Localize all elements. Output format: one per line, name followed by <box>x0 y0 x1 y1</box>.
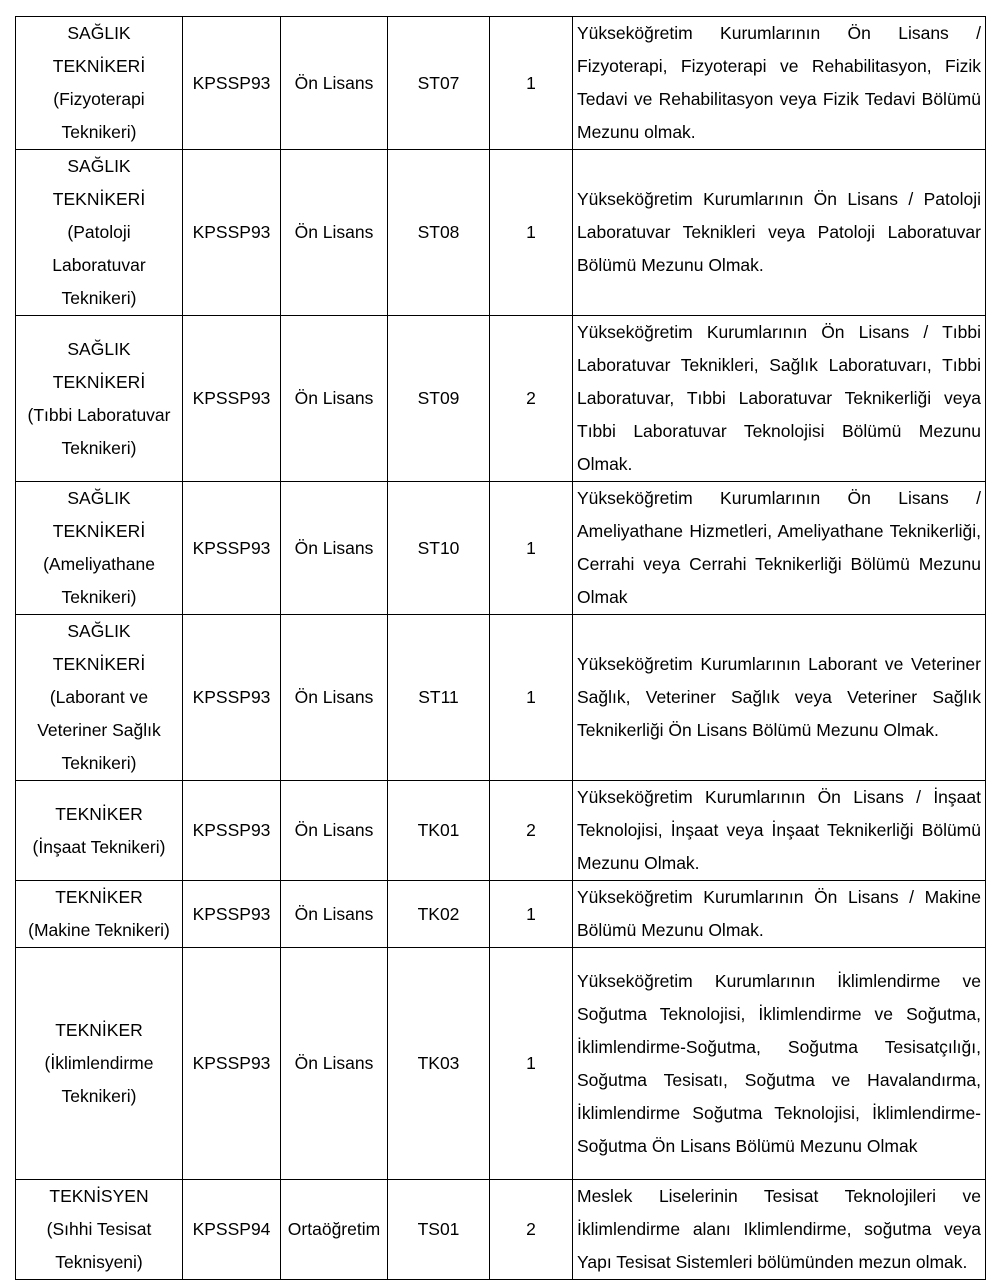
exam-code-cell: KPSSP93 <box>183 150 281 316</box>
requirement-cell: Meslek Liselerinin Tesisat Teknolojileri ve İklimlendirme alanı Iklimlendirme, soğutma veya Yapı Tesisat Sistemleri bölümünden mezun olmak. <box>573 1180 986 1280</box>
exam-code-cell: KPSSP93 <box>183 316 281 482</box>
requirement-cell: Yükseköğretim Kurumlarının Ön Lisans / İnşaat Teknolojisi, İnşaat veya İnşaat Teknikerliği Bölümü Mezunu Olmak. <box>573 781 986 881</box>
positions-table <box>15 16 986 1280</box>
education-level-cell: Ön Lisans <box>281 881 388 948</box>
position-title-cell: TEKNİKER (Makine Teknikeri) <box>16 881 183 948</box>
requirement-cell: Yükseköğretim Kurumlarının İklimlendirme ve Soğutma Teknolojisi, İklimlendirme ve Soğutma, İklimlendirme-Soğutma, Soğutma Tesisatçılığı, Soğutma Tesisatı, Soğutma ve Havalandırma, İklimlendirme Soğutma Teknolojisi, İklimlendirme- Soğutma Ön Lisans Bölümü Mezunu Olmak <box>573 948 986 1180</box>
table-row <box>16 150 986 316</box>
position-code-cell: ST11 <box>388 615 490 781</box>
position-title-cell: SAĞLIK TEKNİKERİ (Laborant ve Veteriner Sağlık Teknikeri) <box>16 615 183 781</box>
quantity-cell: 1 <box>490 615 573 781</box>
exam-code-cell: KPSSP93 <box>183 948 281 1180</box>
quantity-cell: 2 <box>490 1180 573 1280</box>
table-row <box>16 1180 986 1280</box>
education-level-cell: Ön Lisans <box>281 781 388 881</box>
exam-code-cell: KPSSP93 <box>183 17 281 150</box>
position-title-cell: TEKNİKER (İklimlendirme Teknikeri) <box>16 948 183 1180</box>
requirement-cell: Yükseköğretim Kurumlarının Ön Lisans / Patoloji Laboratuvar Teknikleri veya Patoloji Laboratuvar Bölümü Mezunu Olmak. <box>573 150 986 316</box>
quantity-cell: 1 <box>490 150 573 316</box>
quantity-cell: 1 <box>490 482 573 615</box>
position-title-cell: SAĞLIK TEKNİKERİ (Patoloji Laboratuvar Teknikeri) <box>16 150 183 316</box>
quantity-cell: 2 <box>490 316 573 482</box>
requirement-cell: Yükseköğretim Kurumlarının Ön Lisans / Makine Bölümü Mezunu Olmak. <box>573 881 986 948</box>
exam-code-cell: KPSSP93 <box>183 482 281 615</box>
education-level-cell: Ön Lisans <box>281 615 388 781</box>
table-row <box>16 482 986 615</box>
exam-code-cell: KPSSP94 <box>183 1180 281 1280</box>
position-code-cell: TS01 <box>388 1180 490 1280</box>
position-title-cell: SAĞLIK TEKNİKERİ (Fizyoterapi Teknikeri) <box>16 17 183 150</box>
exam-code-cell: KPSSP93 <box>183 615 281 781</box>
quantity-cell: 1 <box>490 881 573 948</box>
education-level-cell: Ortaöğretim <box>281 1180 388 1280</box>
position-title-cell: SAĞLIK TEKNİKERİ (Tıbbi Laboratuvar Teknikeri) <box>16 316 183 482</box>
table-row <box>16 881 986 948</box>
position-code-cell: TK02 <box>388 881 490 948</box>
quantity-cell: 1 <box>490 17 573 150</box>
table-row <box>16 615 986 781</box>
quantity-cell: 2 <box>490 781 573 881</box>
position-code-cell: TK03 <box>388 948 490 1180</box>
quantity-cell: 1 <box>490 948 573 1180</box>
education-level-cell: Ön Lisans <box>281 482 388 615</box>
position-code-cell: TK01 <box>388 781 490 881</box>
education-level-cell: Ön Lisans <box>281 17 388 150</box>
position-title-cell: TEKNİSYEN (Sıhhi Tesisat Teknisyeni) <box>16 1180 183 1280</box>
position-code-cell: ST07 <box>388 17 490 150</box>
exam-code-cell: KPSSP93 <box>183 881 281 948</box>
education-level-cell: Ön Lisans <box>281 316 388 482</box>
table-row <box>16 316 986 482</box>
requirement-cell: Yükseköğretim Kurumlarının Ön Lisans / Fizyoterapi, Fizyoterapi ve Rehabilitasyon, Fizik Tedavi ve Rehabilitasyon veya Fizik Tedavi Bölümü Mezunu olmak. <box>573 17 986 150</box>
table-row <box>16 17 986 150</box>
requirement-cell: Yükseköğretim Kurumlarının Ön Lisans / Ameliyathane Hizmetleri, Ameliyathane Teknikerliği, Cerrahi veya Cerrahi Teknikerliği Bölümü Mezunu Olmak <box>573 482 986 615</box>
table-body <box>16 17 986 1280</box>
position-title-cell: SAĞLIK TEKNİKERİ (Ameliyathane Teknikeri) <box>16 482 183 615</box>
position-code-cell: ST10 <box>388 482 490 615</box>
position-title-cell: TEKNİKER (İnşaat Teknikeri) <box>16 781 183 881</box>
requirement-cell: Yükseköğretim Kurumlarının Ön Lisans / Tıbbi Laboratuvar Teknikleri, Sağlık Laboratuvarı, Tıbbi Laboratuvar, Tıbbi Laboratuvar Teknikerliği veya Tıbbi Laboratuvar Teknolojisi Bölümü Mezunu Olmak. <box>573 316 986 482</box>
position-code-cell: ST09 <box>388 316 490 482</box>
requirement-cell: Yükseköğretim Kurumlarının Laborant ve Veteriner Sağlık, Veteriner Sağlık veya Veteriner Sağlık Teknikerliği Ön Lisans Bölümü Mezunu Olmak. <box>573 615 986 781</box>
table-row <box>16 948 986 1180</box>
table-row <box>16 781 986 881</box>
position-code-cell: ST08 <box>388 150 490 316</box>
exam-code-cell: KPSSP93 <box>183 781 281 881</box>
education-level-cell: Ön Lisans <box>281 150 388 316</box>
education-level-cell: Ön Lisans <box>281 948 388 1180</box>
